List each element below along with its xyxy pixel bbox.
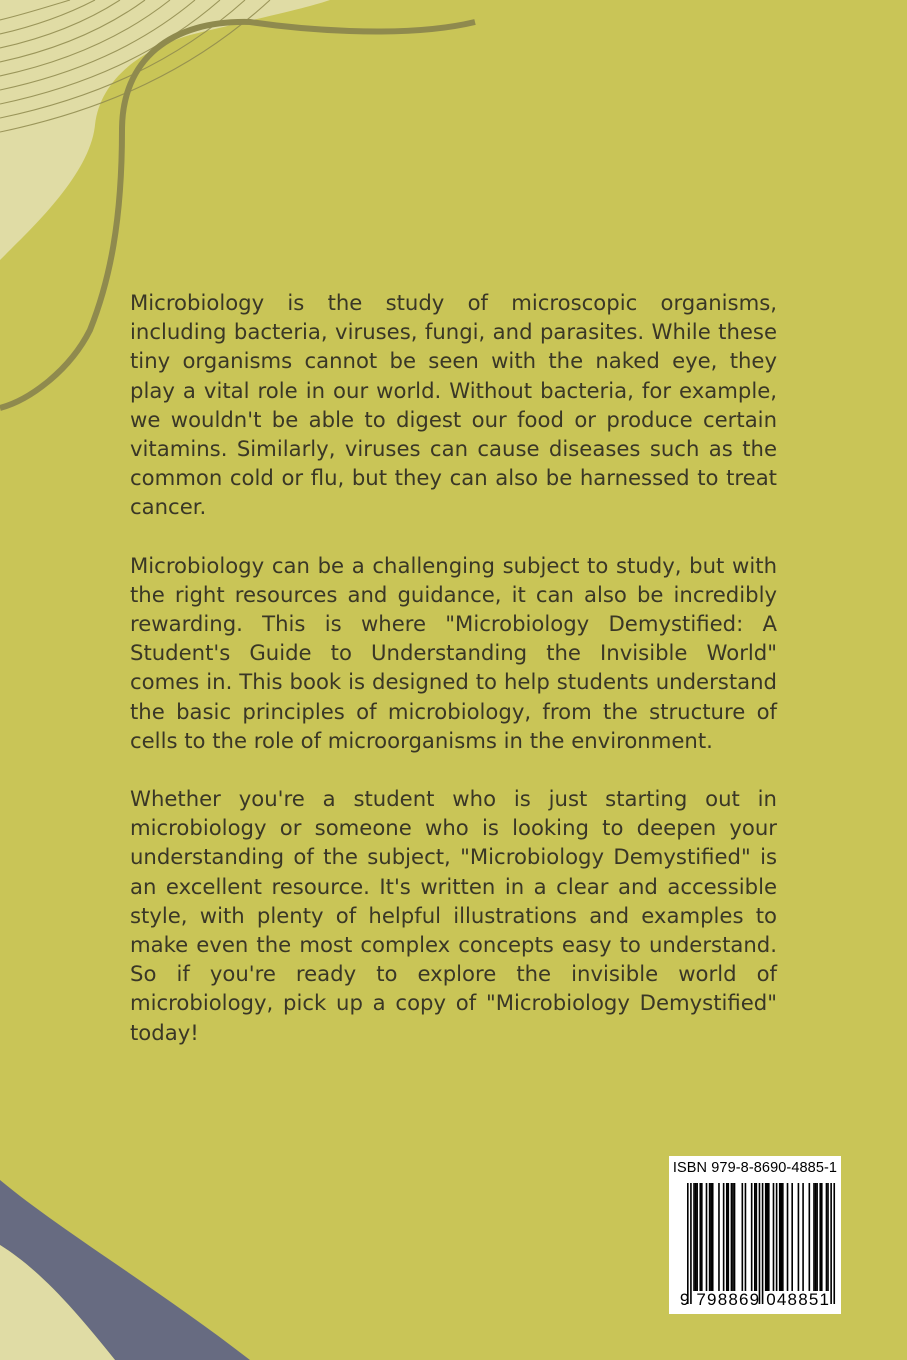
barcode-bar <box>821 1183 823 1291</box>
blurb-paragraph-3: Whether you're a student who is just starting out in microbiology or someone who is looking to deepen your understanding of the subject, "Microbiology Demystified" is an excellent resource. It's written in a clear and accessible style, with plenty of helpful illustrations and examples to make even the most complex concepts easy to understand. So if you're ready to explore the invisible world of microbiology, pick up a copy of "Microbiology Demystified" today! <box>130 786 777 1045</box>
barcode-bar <box>827 1183 829 1291</box>
barcode-bar <box>759 1183 761 1304</box>
barcode-bar <box>706 1183 708 1291</box>
barcode-bar <box>791 1183 793 1291</box>
barcode-bar <box>734 1183 736 1291</box>
barcode-bar <box>787 1183 789 1291</box>
barcode-bar <box>779 1183 781 1291</box>
barcode-bar <box>802 1183 804 1291</box>
isbn-label: ISBN 979-8-8690-4885-1 <box>672 1160 838 1176</box>
barcode-bar <box>742 1183 744 1291</box>
barcode-bar <box>768 1183 770 1291</box>
barcode-digits: 9 798869 048851 <box>679 1290 831 1309</box>
barcode-bar <box>695 1183 697 1291</box>
barcode-bar <box>780 1183 782 1291</box>
barcode-bar <box>754 1183 756 1291</box>
barcode-bar <box>745 1183 747 1291</box>
barcode-bar <box>833 1183 835 1304</box>
barcode-bar <box>696 1183 698 1291</box>
barcode-bar <box>766 1183 768 1291</box>
barcode-bar <box>751 1183 753 1291</box>
barcode-bar <box>726 1183 728 1291</box>
barcode-bar <box>826 1183 828 1291</box>
barcode-bar <box>687 1183 689 1304</box>
barcode-bar <box>762 1183 764 1304</box>
barcode-bar <box>813 1183 815 1291</box>
barcode-bar <box>776 1183 778 1291</box>
barcode-bar <box>798 1183 800 1291</box>
barcode-bar <box>819 1183 821 1291</box>
barcode-bar <box>765 1183 767 1291</box>
barcode-bar <box>731 1183 733 1291</box>
barcode-bar <box>723 1183 725 1291</box>
barcode-bar <box>693 1183 695 1291</box>
barcode-bar <box>709 1183 711 1291</box>
blurb-paragraph-1: Microbiology is the study of microscopic organisms, including bacteria, viruses, fungi, and parasites. While these tiny organisms cannot be seen with the naked eye, they play a vital role in our world. Without bacteria, for example, we wouldn't be able to digest our food or produce certain vitamins. Similarly, viruses can cause diseases such as the common cold or flu, but they can also be harnessed to treat cancer. <box>130 290 777 520</box>
barcode-bar <box>830 1183 832 1304</box>
barcode-bar <box>773 1183 775 1291</box>
barcode-bar <box>701 1183 703 1291</box>
barcode-bar <box>816 1183 818 1291</box>
barcode-bar <box>782 1183 784 1291</box>
barcode-bar <box>699 1183 701 1291</box>
barcode-bar <box>756 1183 758 1291</box>
isbn-barcode <box>669 1156 841 1314</box>
barcode-bar <box>728 1183 730 1291</box>
back-cover-blurb <box>130 288 777 1076</box>
barcode-bar <box>690 1183 692 1304</box>
barcode-bar <box>712 1183 714 1291</box>
blurb-paragraph-2: Microbiology can be a challenging subject to study, but with the right resources and guidance, it can also be incredibly rewarding. This is where "Microbiology Demystified: A Student's Guide to Understanding the Invisible World" comes in. This book is designed to help students understand the basic principles of microbiology, from the structure of cells to the role of microorganisms in the environment. <box>130 552 777 753</box>
barcode-bar <box>809 1183 811 1291</box>
barcode-bar <box>732 1183 734 1291</box>
barcode-bar <box>710 1183 712 1291</box>
barcode-bar <box>815 1183 817 1291</box>
barcode-bar <box>718 1183 720 1291</box>
